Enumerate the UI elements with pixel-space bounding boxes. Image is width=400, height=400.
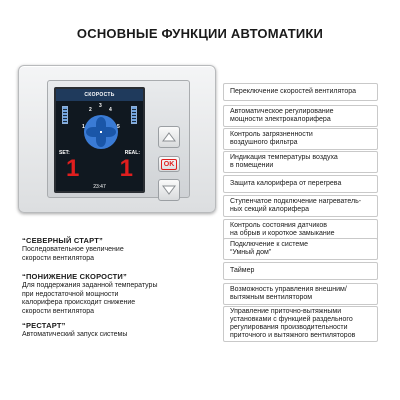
feature-desc-line: Для поддержания заданной температуры — [22, 282, 158, 289]
function-line: Переключение скоростей вентилятора — [230, 88, 357, 95]
function-item-stepped-sections — [223, 195, 378, 217]
speed-level-4: 4 — [109, 107, 112, 113]
page-title: ОСНОВНЫЕ ФУНКЦИИ АВТОМАТИКИ — [76, 26, 324, 41]
function-item-heater-regulation — [223, 105, 378, 127]
speed-level-2: 2 — [89, 107, 92, 113]
feature-desc-line: Последовательное увеличение — [22, 246, 124, 253]
screen-header: СКОРОСТЬ — [56, 89, 143, 101]
function-line: Ступенчатое подключение нагреватель- — [230, 198, 362, 205]
ok-label: OK — [161, 159, 178, 170]
down-button[interactable] — [158, 179, 180, 201]
feature-title: “СЕВЕРНЫЙ СТАРТ” — [22, 236, 104, 245]
function-line: мощности электрокалорифера — [230, 116, 331, 123]
feature-northern-start — [22, 236, 212, 263]
feature-description — [22, 246, 212, 263]
function-item-external-fan — [223, 283, 378, 305]
function-line: Защита калорифера от перегрева — [230, 180, 342, 187]
function-line: установками с функцией раздельного — [230, 316, 353, 323]
function-line: на обрыв и короткое замыкание — [230, 230, 335, 237]
triangle-up-icon — [162, 132, 176, 142]
up-button[interactable] — [158, 126, 180, 148]
speed-level-1: 1 — [82, 124, 85, 130]
feature-title: “ПОНИЖЕНИЕ СКОРОСТИ” — [22, 272, 127, 281]
feature-desc-line: калорифера происходит снижение — [22, 299, 136, 306]
feature-title: “РЕСТАРТ” — [22, 321, 66, 330]
clock: 23:47 — [93, 184, 106, 190]
ok-button[interactable] — [158, 156, 180, 172]
function-line: Таймер — [230, 267, 255, 274]
speed-level-5: 5 — [117, 124, 120, 130]
function-item-overheat-protection — [223, 175, 378, 193]
speed-level-3: 3 — [99, 103, 102, 109]
triangle-down-icon — [162, 185, 176, 195]
function-line: “Умный дом” — [230, 249, 272, 256]
real-label: REAL: — [124, 150, 140, 156]
feature-desc-line: скорости вентилятора — [22, 254, 95, 262]
function-line: Контроль состояния датчиков — [230, 222, 327, 229]
function-item-supply-exhaust — [223, 306, 378, 342]
function-item-smart-home — [223, 238, 378, 260]
controller-face — [47, 80, 190, 198]
temperature-scale-right — [128, 104, 140, 134]
set-value: 1 — [66, 155, 80, 182]
function-line: в помещении — [230, 162, 274, 169]
function-line: Контроль загрязненности — [230, 131, 313, 138]
feature-description — [22, 282, 212, 316]
set-label: SET: — [59, 150, 70, 156]
fan-blade — [86, 127, 100, 137]
real-value: 1 — [119, 155, 133, 182]
function-item-temperature-display — [223, 151, 378, 173]
function-line: вытяжным вентилятором — [230, 294, 313, 301]
temperature-bar-left — [62, 106, 68, 124]
fan-icon — [84, 115, 118, 149]
function-line: Подключение к системе — [230, 241, 308, 248]
function-line: Индикация температуры воздуха — [230, 154, 338, 161]
temperature-scale-left — [59, 104, 71, 134]
feature-speed-reduction — [22, 272, 212, 316]
function-line: Управление приточно-вытяжными — [230, 308, 342, 315]
controller-panel — [18, 65, 216, 213]
function-line: приточного и вытяжного вентиляторов — [230, 332, 356, 339]
feature-desc-line: при недостаточной мощности — [22, 290, 119, 298]
feature-restart — [22, 321, 212, 340]
feature-desc-line: скорости вентилятора — [22, 307, 95, 315]
feature-desc-line: Автоматический запуск системы — [22, 331, 128, 338]
temperature-bar-right — [131, 106, 137, 124]
function-line: воздушного фильтра — [230, 139, 298, 146]
function-line: регулирования производительности — [230, 324, 348, 331]
function-line: Возможность управления внешним/ — [230, 286, 347, 293]
feature-description — [22, 331, 212, 340]
function-item-timer — [223, 262, 378, 280]
function-item-filter-control — [223, 128, 378, 150]
function-line: Автоматическое регулирование — [230, 108, 334, 115]
function-item-speed-switching — [223, 83, 378, 101]
controller-screen — [54, 87, 145, 193]
function-line: ных секций калорифера — [230, 206, 309, 213]
